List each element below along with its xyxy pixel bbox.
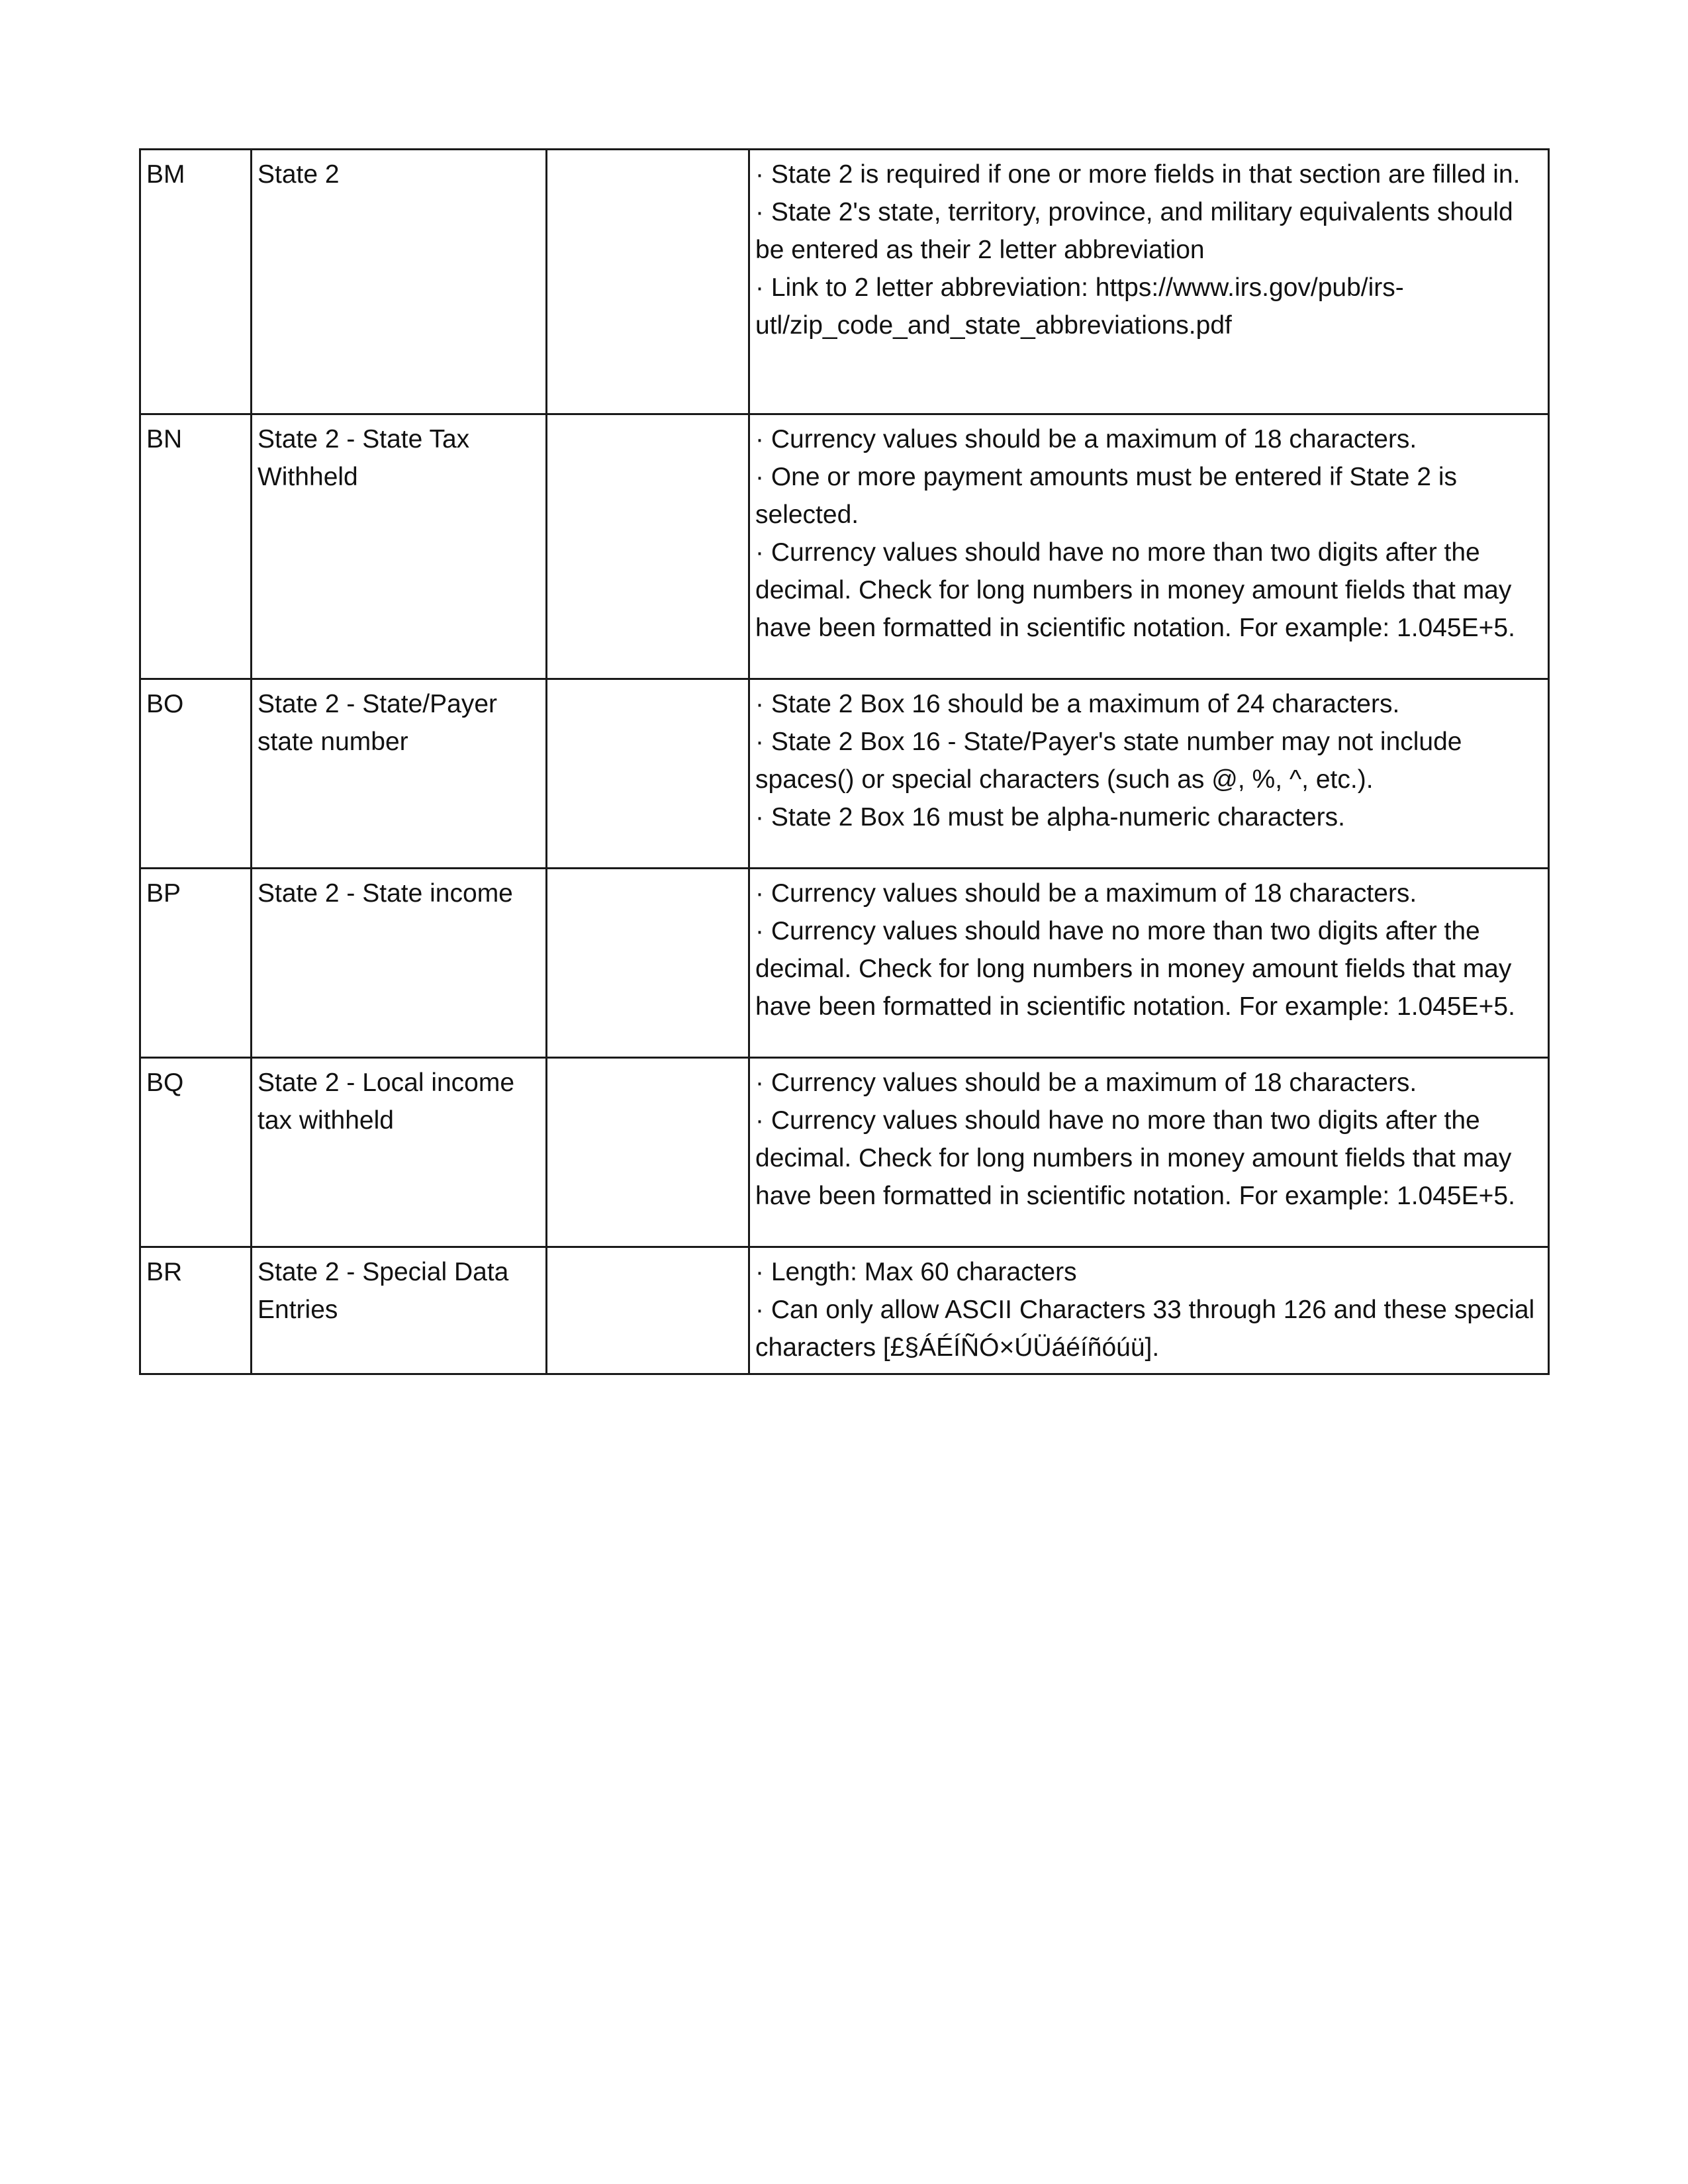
column-code-cell: BQ bbox=[140, 1058, 252, 1247]
empty-cell bbox=[547, 414, 749, 679]
spreadsheet-page bbox=[139, 148, 1548, 1375]
validation-rules-cell bbox=[749, 869, 1549, 1058]
rule-text: · Length: Max 60 characters bbox=[755, 1258, 1077, 1286]
field-name-cell: State 2 bbox=[252, 150, 547, 414]
rule-text: · Currency values should have no more than two digits after the decimal. Check for long numbers in money amount fields that may have been formatted in scientific notation. For example: 1.045E+5. bbox=[755, 538, 1515, 642]
rule-text: · Currency values should have no more than two digits after the decimal. Check for long numbers in money amount fields that may have been formatted in scientific notation. For example: 1.045E+5. bbox=[755, 917, 1515, 1021]
column-code-cell: BM bbox=[140, 150, 252, 414]
rule-text: · Currency values should be a maximum of 18 characters. bbox=[755, 879, 1417, 908]
validation-rules-cell bbox=[749, 1058, 1549, 1247]
empty-cell bbox=[547, 1058, 749, 1247]
empty-cell bbox=[547, 679, 749, 869]
column-code-cell: BP bbox=[140, 869, 252, 1058]
validation-rules-cell bbox=[749, 414, 1549, 679]
field-name-cell: State 2 - State/Payer state number bbox=[252, 679, 547, 869]
table-row bbox=[140, 414, 1549, 679]
rule-text: · Link to 2 letter abbreviation: https://www.irs.gov/pub/irs-utl/zip_code_and_state_abbreviations.pdf bbox=[755, 273, 1404, 340]
table-row bbox=[140, 869, 1549, 1058]
rule-text: · State 2 Box 16 - State/Payer's state number may not include spaces() or special characters (such as @, %, ^, etc.). bbox=[755, 728, 1462, 794]
validation-rules-table bbox=[139, 148, 1550, 1375]
empty-cell bbox=[547, 150, 749, 414]
empty-cell bbox=[547, 1247, 749, 1374]
rule-text: · State 2 is required if one or more fields in that section are filled in. bbox=[755, 160, 1521, 189]
rule-text: · State 2's state, territory, province, and military equivalents should be entered as their 2 letter abbreviation bbox=[755, 198, 1513, 264]
column-code-cell: BR bbox=[140, 1247, 252, 1374]
validation-rules-cell bbox=[749, 1247, 1549, 1374]
table-row bbox=[140, 150, 1549, 414]
rule-text: · State 2 Box 16 must be alpha-numeric characters. bbox=[755, 803, 1345, 831]
table-row bbox=[140, 1058, 1549, 1247]
table-row bbox=[140, 679, 1549, 869]
field-name-cell: State 2 - State income bbox=[252, 869, 547, 1058]
field-name-cell: State 2 - Special Data Entries bbox=[252, 1247, 547, 1374]
rule-text: · State 2 Box 16 should be a maximum of 24 characters. bbox=[755, 690, 1400, 718]
rule-text: · Currency values should be a maximum of 18 characters. bbox=[755, 1068, 1417, 1097]
table-row bbox=[140, 1247, 1549, 1374]
validation-rules-cell bbox=[749, 150, 1549, 414]
rule-text: · One or more payment amounts must be entered if State 2 is selected. bbox=[755, 463, 1458, 529]
field-name-cell: State 2 - Local income tax withheld bbox=[252, 1058, 547, 1247]
column-code-cell: BN bbox=[140, 414, 252, 679]
column-code-cell: BO bbox=[140, 679, 252, 869]
field-name-cell: State 2 - State Tax Withheld bbox=[252, 414, 547, 679]
rule-text: · Currency values should be a maximum of 18 characters. bbox=[755, 425, 1417, 453]
validation-rules-cell bbox=[749, 679, 1549, 869]
empty-cell bbox=[547, 869, 749, 1058]
rule-text: · Can only allow ASCII Characters 33 through 126 and these special characters [£§ÁÉÍÑÓ×ÚÜáéíñóúü]. bbox=[755, 1296, 1535, 1362]
rule-text: · Currency values should have no more than two digits after the decimal. Check for long numbers in money amount fields that may have been formatted in scientific notation. For example: 1.045E+5. bbox=[755, 1106, 1515, 1210]
